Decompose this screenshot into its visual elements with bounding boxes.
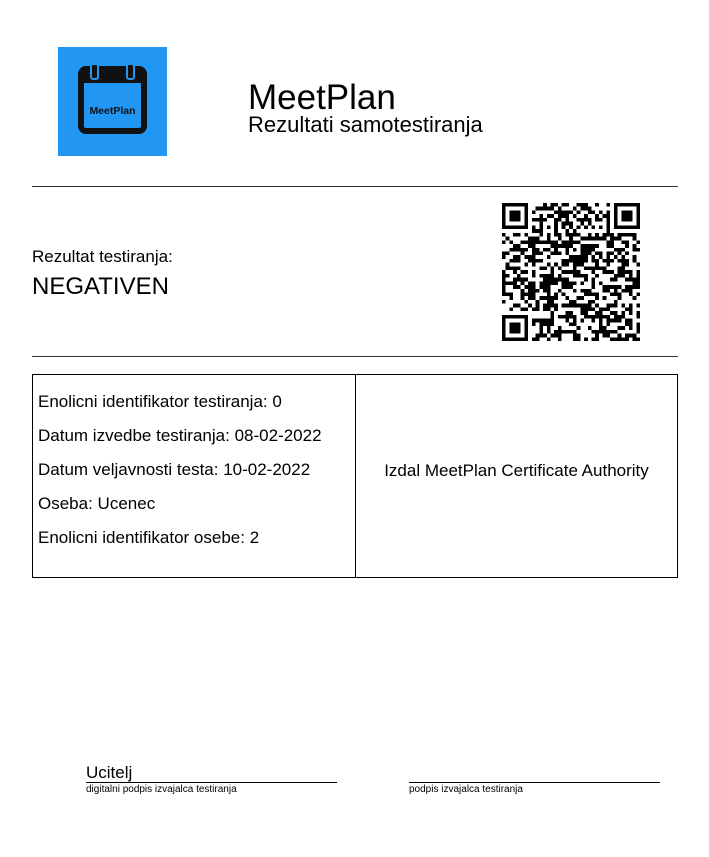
signature-name [409, 764, 660, 782]
meetplan-logo [58, 47, 167, 156]
top-divider [32, 186, 678, 187]
signature-line [409, 782, 660, 783]
detail-row-valid-until [38, 460, 348, 480]
calendar-icon [58, 47, 167, 156]
signature-line [86, 782, 337, 783]
manual-signature-block [409, 764, 660, 796]
middle-divider [32, 356, 678, 357]
detail-key: Datum izvedbe testiranja: [38, 426, 230, 445]
signature-name: Ucitelj [86, 763, 133, 782]
detail-value: 08-02-2022 [234, 426, 322, 445]
detail-value: Ucenec [97, 494, 156, 513]
result-value: NEGATIVEN [32, 273, 169, 300]
detail-value: 2 [249, 528, 260, 547]
detail-key: Oseba: [38, 494, 93, 513]
signature-caption: podpis izvajalca testiranja [409, 784, 523, 795]
result-label: Rezultat testiranja: [32, 247, 173, 266]
digital-signature-block [86, 764, 337, 796]
logo-text: MeetPlan [89, 105, 136, 117]
detail-key: Enolicni identifikator testiranja: [38, 392, 268, 411]
document-subtitle: Rezultati samotestiranja [248, 112, 483, 137]
detail-row-person [38, 494, 348, 514]
detail-value: 0 [272, 392, 282, 411]
detail-row-test-date [38, 426, 348, 446]
detail-key: Datum veljavnosti testa: [38, 460, 219, 479]
details-list [38, 392, 348, 562]
detail-key: Enolicni identifikator osebe: [38, 528, 245, 547]
detail-value: 10-02-2022 [223, 460, 311, 479]
signature-caption: digitalni podpis izvajalca testiranja [86, 784, 237, 795]
app-title: MeetPlan [248, 78, 396, 117]
detail-row-person-id [38, 528, 348, 548]
issuer-text: Izdal MeetPlan Certificate Authority [384, 461, 649, 480]
test-details-table [32, 374, 678, 578]
detail-row-test-id [38, 392, 348, 412]
qr-code-icon [502, 203, 640, 341]
